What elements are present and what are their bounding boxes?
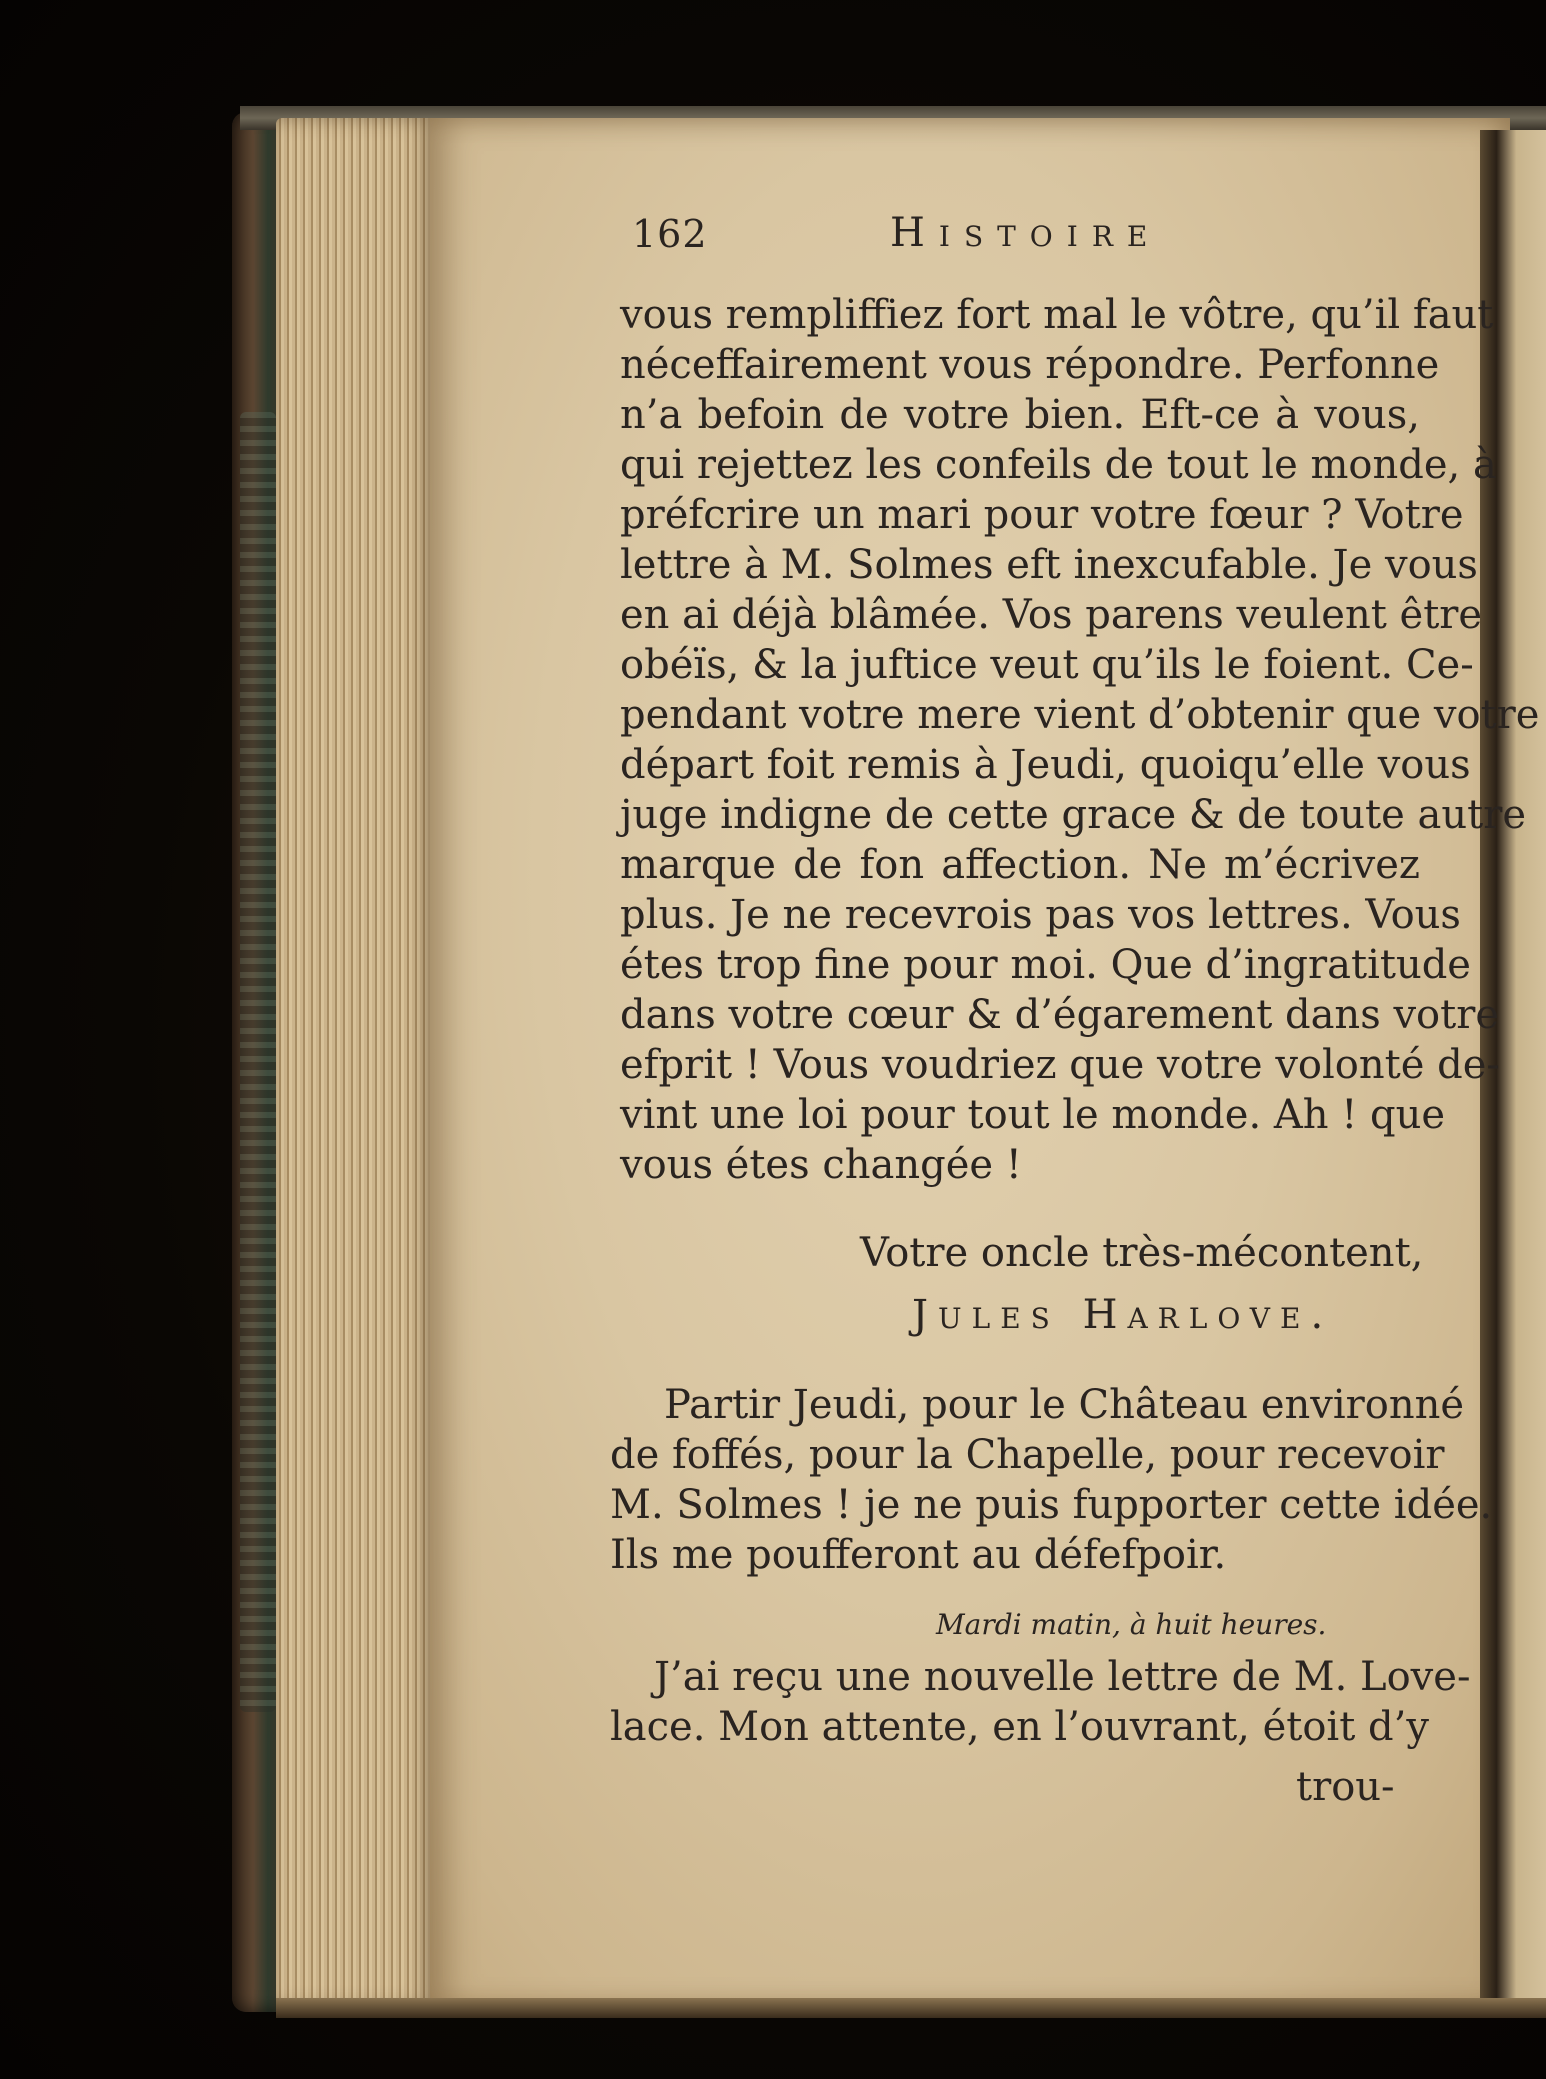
- catchword: trou-: [1296, 1764, 1395, 1810]
- text-line: étes trop fine pour moi. Que d’ingratitude: [620, 942, 1471, 988]
- page-number: 162: [632, 212, 708, 256]
- text-line: plus. Je ne recevrois pas vos lettres. Vous: [620, 892, 1461, 938]
- text-line: n’a befoin de votre bien. Eft-ce à vous,: [620, 392, 1420, 438]
- text-line: lace. Mon attente, en l’ouvrant, étoit d’y: [610, 1704, 1429, 1750]
- letter-signature: Jules Harlove.: [912, 1292, 1334, 1338]
- text-line: préfcrire un mari pour votre fœur ? Votre: [620, 492, 1464, 538]
- text-line: efprit ! Vous voudriez que votre volonté de-: [620, 1042, 1500, 1088]
- text-line: Ils me poufferont au défefpoir.: [610, 1532, 1227, 1578]
- text-line: vous rempliffiez fort mal le vôtre, qu’il faut: [620, 292, 1494, 338]
- text-line: obéïs, & la juftice veut qu’ils le foient. Ce-: [620, 642, 1474, 688]
- text-line: de foffés, pour la Chapelle, pour recevoir: [610, 1432, 1445, 1478]
- text-line: M. Solmes ! je ne puis fupporter cette idée.: [610, 1482, 1493, 1528]
- text-line: néceffairement vous répondre. Perfonne: [620, 342, 1440, 388]
- text-line: Partir Jeudi, pour le Château environné: [664, 1382, 1465, 1428]
- text-line: dans votre cœur & d’égarement dans votre: [620, 992, 1499, 1038]
- text-line: pendant votre mere vient d’obtenir que votre: [620, 692, 1540, 738]
- text-line: départ foit remis à Jeudi, quoiqu’elle vous: [620, 742, 1471, 788]
- text-line: en ai déjà blâmée. Vos parens veulent être: [620, 592, 1483, 638]
- letter-body: [620, 290, 1540, 1190]
- text-line: juge indigne de cette grace & de toute autre: [620, 792, 1526, 838]
- paragraph-2: [610, 1380, 1493, 1580]
- text-line: lettre à M. Solmes eft inexcufable. Je vous: [620, 542, 1478, 588]
- text-line: J’ai reçu une nouvelle lettre de M. Love-: [654, 1654, 1471, 1700]
- text-line: marque de fon affection. Ne m’écrivez: [620, 842, 1420, 888]
- dateline: Mardi matin, à huit heures.: [936, 1608, 1327, 1641]
- text-line: qui rejettez les confeils de tout le monde, à: [620, 442, 1497, 488]
- text-line: vint une loi pour tout le monde. Ah ! que: [620, 1092, 1446, 1138]
- paragraph-3: [610, 1652, 1471, 1752]
- running-head: Histoire: [890, 210, 1162, 256]
- text-line: vous étes changée !: [620, 1142, 1022, 1188]
- letter-closing: Votre oncle très-mécontent,: [860, 1230, 1424, 1276]
